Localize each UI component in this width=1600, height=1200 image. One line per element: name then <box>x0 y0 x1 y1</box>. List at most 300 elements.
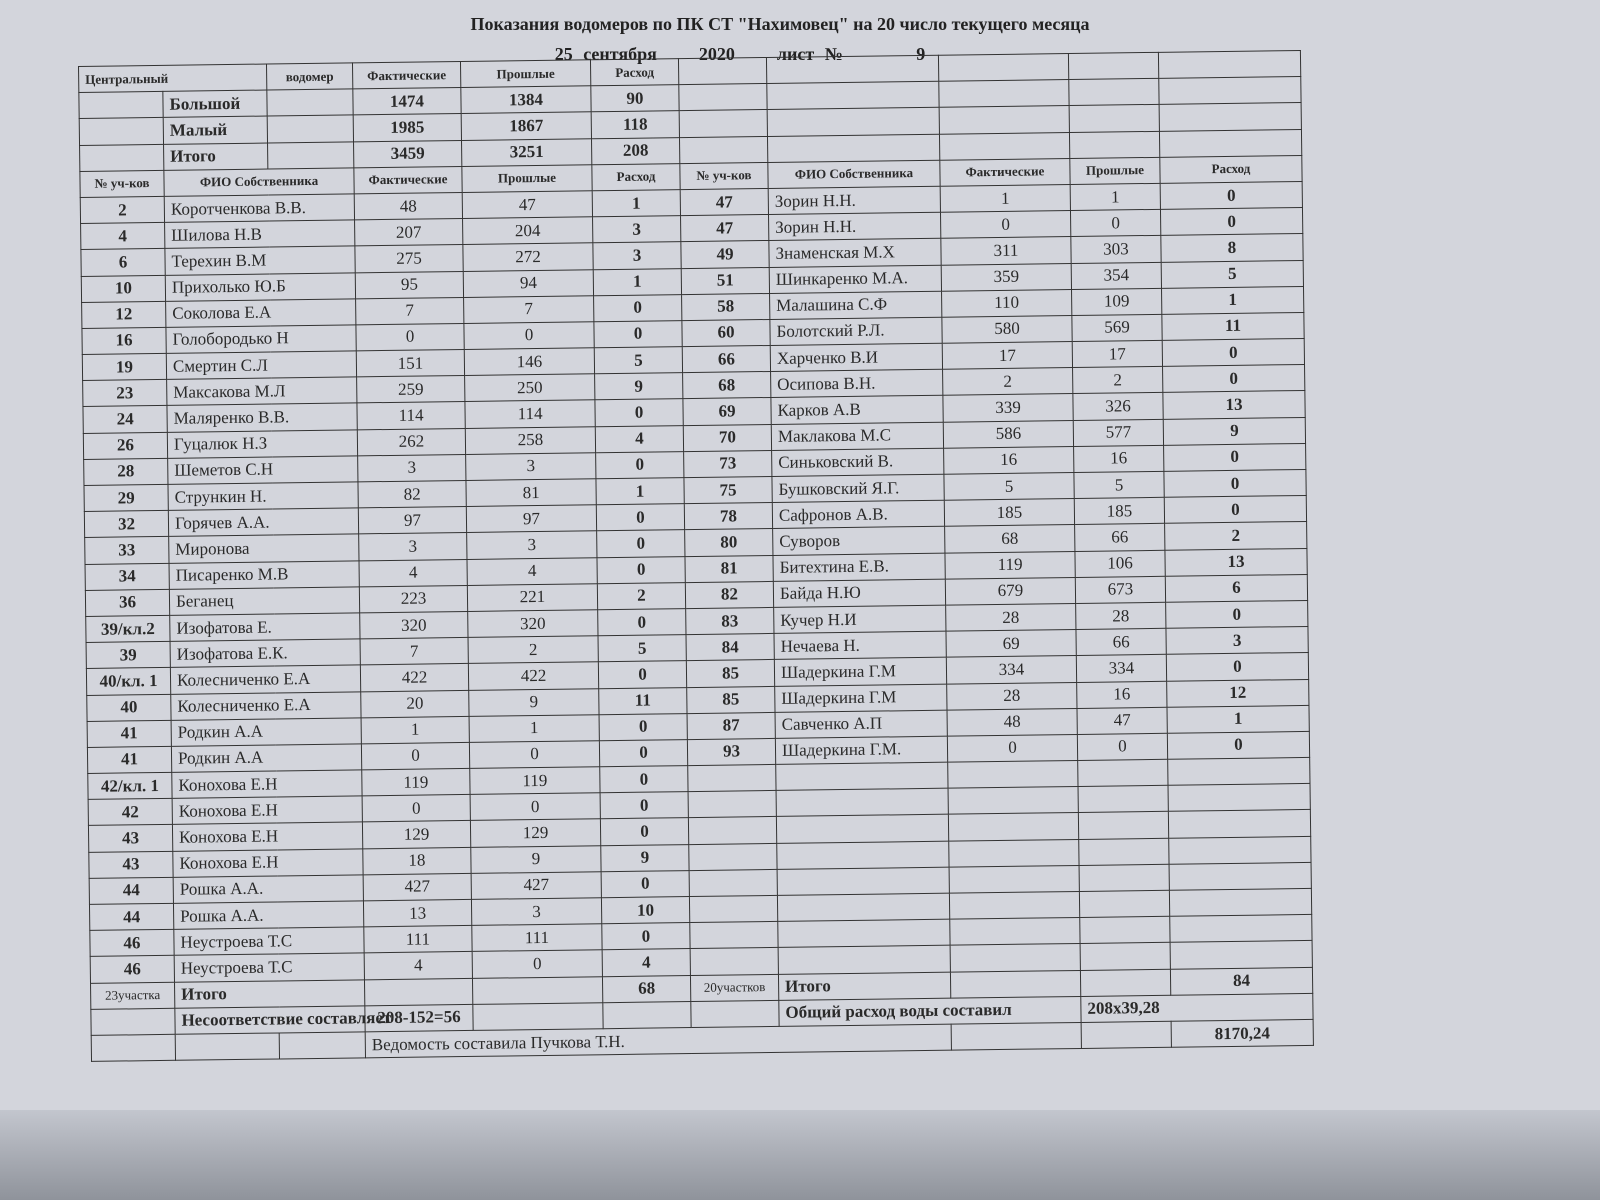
plot-number: 39 <box>86 641 170 668</box>
plot-number: 66 <box>682 346 770 373</box>
plot-number: 42 <box>88 799 172 826</box>
usage-value: 0 <box>601 870 689 897</box>
owner-header: ФИО Собственника <box>164 168 354 197</box>
owner-name: Бушковский Я.Г. <box>772 474 944 502</box>
usage-header: Расход <box>592 163 680 190</box>
actual-reading: 97 <box>358 507 466 535</box>
empty-cell <box>948 761 1078 789</box>
previous-reading: 94 <box>463 269 593 297</box>
previous-reading: 569 <box>1072 314 1162 341</box>
usage-value: 1 <box>1167 705 1309 733</box>
actual-reading: 334 <box>946 656 1076 684</box>
previous-reading: 0 <box>470 793 600 821</box>
previous-reading: 146 <box>464 348 594 376</box>
usage-value: 9 <box>601 844 689 871</box>
usage-value: 13 <box>1165 548 1307 576</box>
plot-number: 51 <box>681 267 769 294</box>
central-usage-header: Расход <box>590 59 678 86</box>
usage-value: 12 <box>1167 679 1309 707</box>
actual-reading: 82 <box>358 480 466 508</box>
actual-reading: 119 <box>945 551 1075 579</box>
previous-reading: 673 <box>1075 576 1165 603</box>
actual-reading: 580 <box>942 315 1072 343</box>
empty-cell <box>267 89 353 116</box>
empty-cell <box>678 57 766 84</box>
plot-number: 42/кл. 1 <box>88 772 172 799</box>
plot-number: 41 <box>87 720 171 747</box>
plot-number: 87 <box>687 712 775 739</box>
owner-name: Коротченкова В.В. <box>164 194 354 223</box>
owner-name: Суворов <box>773 527 945 555</box>
plot-number: 75 <box>684 476 772 503</box>
previous-reading: 106 <box>1075 550 1165 577</box>
empty-cell <box>79 92 163 119</box>
owner-name: Битехтина Е.В. <box>773 553 945 581</box>
plot-number: 36 <box>85 589 169 616</box>
empty-cell <box>1078 786 1168 813</box>
plot-number: 47 <box>680 188 768 215</box>
plot-number: 40/кл. 1 <box>86 668 170 695</box>
central-row-actual: 1985 <box>353 114 461 142</box>
usage-value: 0 <box>1163 365 1305 393</box>
usage-value: 3 <box>593 242 681 269</box>
plot-number: 6 <box>81 249 165 276</box>
empty-cell <box>778 919 950 947</box>
owner-name: Неустроева Т.С <box>174 927 364 956</box>
actual-reading: 223 <box>359 585 467 613</box>
empty-cell <box>690 948 778 975</box>
empty-cell <box>1169 888 1311 916</box>
empty-cell <box>767 134 939 162</box>
actual-reading: 262 <box>357 428 465 456</box>
owner-name: Сафронов А.В. <box>772 500 944 528</box>
owner-name: Конохова Е.Н <box>172 796 362 825</box>
empty-cell <box>175 1033 279 1061</box>
empty-cell <box>690 922 778 949</box>
plot-number: 84 <box>686 634 774 661</box>
document-title: Показания водомеров по ПК СТ "Нахимовец" на 20 число текущего месяца <box>470 14 1090 34</box>
empty-cell <box>364 978 472 1006</box>
right-total-usage: 84 <box>1170 967 1312 995</box>
empty-cell <box>688 791 776 818</box>
usage-value: 0 <box>1167 731 1309 759</box>
previous-reading: 303 <box>1071 236 1161 263</box>
empty-cell <box>689 843 777 870</box>
owner-name: Зорин Н.Н. <box>768 186 940 214</box>
empty-cell <box>91 1008 175 1035</box>
empty-cell <box>777 841 949 869</box>
central-previous-header: Прошлые <box>460 60 590 88</box>
owner-name: Шадеркина Г.М <box>774 657 946 685</box>
usage-value: 0 <box>1160 208 1302 236</box>
empty-cell <box>778 946 950 974</box>
empty-cell <box>776 762 948 790</box>
usage-value: 0 <box>595 399 683 426</box>
plot-number: 60 <box>682 319 770 346</box>
previous-reading: 204 <box>463 217 593 245</box>
central-row-name: Большой <box>163 90 267 118</box>
owner-name: Беганец <box>169 587 359 616</box>
owner-name: Шилова Н.В <box>165 220 355 249</box>
usage-value: 0 <box>596 504 684 531</box>
empty-cell <box>1080 916 1170 943</box>
overall-amount: 8170,24 <box>1171 1019 1313 1047</box>
actual-reading: 7 <box>360 638 468 666</box>
empty-cell <box>1078 812 1168 839</box>
previous-reading: 3 <box>467 531 597 559</box>
empty-cell <box>949 839 1079 867</box>
owner-name: Нечаева Н. <box>774 631 946 659</box>
usage-value: 3 <box>1166 627 1308 655</box>
owner-name: Маклакова М.С <box>771 422 943 450</box>
actual-reading: 359 <box>941 263 1071 291</box>
plot-number: 34 <box>85 563 169 590</box>
previous-reading: 0 <box>469 741 599 769</box>
empty-cell <box>688 764 776 791</box>
central-row-usage: 118 <box>591 111 679 138</box>
central-row-usage: 208 <box>591 137 679 164</box>
previous-reading: 221 <box>467 583 597 611</box>
previous-reading: 326 <box>1073 393 1163 420</box>
usage-value: 0 <box>600 766 688 793</box>
actual-header: Фактические <box>940 158 1070 186</box>
empty-cell <box>1168 810 1310 838</box>
empty-cell <box>1069 79 1159 106</box>
owner-name: Знаменская М.Х <box>769 239 941 267</box>
actual-reading: 68 <box>945 525 1075 553</box>
owner-name: Писаренко М.В <box>169 560 359 589</box>
plot-number: 85 <box>686 660 774 687</box>
owner-name: Малашина С.Ф <box>770 291 942 319</box>
central-row-usage: 90 <box>591 85 679 112</box>
central-row-previous: 3251 <box>462 138 592 166</box>
report-year: 2020 <box>698 44 735 64</box>
owner-name: Байда Н.Ю <box>773 579 945 607</box>
plot-number: 43 <box>88 825 172 852</box>
usage-value: 0 <box>597 556 685 583</box>
central-row-actual: 1474 <box>353 88 461 116</box>
actual-reading: 185 <box>944 499 1074 527</box>
usage-value: 0 <box>1162 339 1304 367</box>
usage-value: 0 <box>599 713 687 740</box>
owner-name: Конохова Е.Н <box>173 848 363 877</box>
previous-reading: 258 <box>465 426 595 454</box>
empty-cell <box>1081 1021 1171 1048</box>
previous-reading: 0 <box>472 950 602 978</box>
usage-value: 11 <box>599 687 687 714</box>
usage-value: 1 <box>596 478 684 505</box>
mismatch-value: 208-152=56 <box>365 1004 473 1032</box>
plot-number: 82 <box>685 581 773 608</box>
usage-value: 0 <box>597 530 685 557</box>
usage-value: 0 <box>602 923 690 950</box>
usage-value: 0 <box>1164 469 1306 497</box>
usage-value: 4 <box>602 949 690 976</box>
usage-value: 1 <box>592 190 680 217</box>
actual-reading: 586 <box>943 420 1073 448</box>
owner-name: Карков А.В <box>771 396 943 424</box>
empty-cell <box>79 118 163 145</box>
actual-reading: 151 <box>356 350 464 378</box>
owner-name: Маляренко В.В. <box>167 403 357 432</box>
usage-value: 5 <box>598 635 686 662</box>
owner-name: Миронова <box>169 534 359 563</box>
usage-value: 2 <box>597 582 685 609</box>
usage-value: 0 <box>1160 181 1302 209</box>
plot-header: № уч-ков <box>80 170 164 197</box>
plot-number: 80 <box>685 529 773 556</box>
empty-cell <box>1069 105 1159 132</box>
actual-reading: 679 <box>945 577 1075 605</box>
empty-cell <box>1068 52 1158 79</box>
actual-reading: 4 <box>364 952 472 980</box>
plot-number: 16 <box>82 327 166 354</box>
empty-cell <box>1079 890 1169 917</box>
empty-cell <box>767 108 939 136</box>
previous-reading: 111 <box>472 924 602 952</box>
previous-reading: 16 <box>1074 445 1164 472</box>
mismatch-label: Несоответствие составляет <box>175 1006 365 1035</box>
previous-reading: 47 <box>1077 707 1167 734</box>
plot-number: 19 <box>82 353 166 380</box>
previous-reading: 7 <box>464 295 594 323</box>
plot-number: 28 <box>84 458 168 485</box>
usage-value: 0 <box>600 792 688 819</box>
previous-reading: 250 <box>465 374 595 402</box>
plot-number: 40 <box>87 694 171 721</box>
previous-reading: 9 <box>471 845 601 873</box>
empty-cell <box>1168 784 1310 812</box>
owner-name: Неустроева Т.С <box>174 953 364 982</box>
previous-reading: 16 <box>1077 681 1167 708</box>
meter-readings-sheet <box>78 50 1313 1062</box>
empty-cell <box>939 106 1069 134</box>
empty-cell <box>1080 969 1170 996</box>
empty-cell <box>603 1001 691 1028</box>
owner-name: Рошка А.А. <box>173 901 363 930</box>
actual-reading: 1 <box>940 184 1070 212</box>
previous-header: Прошлые <box>462 165 592 193</box>
empty-cell <box>949 865 1079 893</box>
previous-reading: 66 <box>1076 628 1166 655</box>
usage-value: 0 <box>1164 496 1306 524</box>
empty-cell <box>950 918 1080 946</box>
owner-name: Шинкаренко М.А. <box>769 265 941 293</box>
empty-cell <box>1078 759 1168 786</box>
owner-name: Зорин Н.Н. <box>769 212 941 240</box>
owner-name: Родкин А.А <box>171 718 361 747</box>
empty-cell <box>1079 838 1169 865</box>
previous-reading: 97 <box>466 505 596 533</box>
owner-name: Харченко В.И <box>770 343 942 371</box>
owner-name: Кучер Н.И <box>774 605 946 633</box>
previous-reading: 9 <box>469 688 599 716</box>
previous-reading: 4 <box>467 557 597 585</box>
sheet-label: лист № <box>776 44 843 64</box>
background-surface <box>0 1110 1600 1200</box>
plot-number: 23 <box>83 380 167 407</box>
previous-reading: 272 <box>463 243 593 271</box>
actual-reading: 48 <box>947 708 1077 736</box>
actual-reading: 0 <box>362 795 470 823</box>
actual-reading: 3 <box>359 533 467 561</box>
actual-reading: 0 <box>356 323 464 351</box>
empty-cell <box>1159 129 1301 157</box>
previous-reading: 17 <box>1072 340 1162 367</box>
empty-cell <box>950 970 1080 998</box>
previous-reading: 47 <box>462 191 592 219</box>
owner-name: Соколова Е.А <box>166 299 356 328</box>
previous-header: Прошлые <box>1070 157 1160 184</box>
actual-reading: 111 <box>364 926 472 954</box>
usage-value: 0 <box>1166 653 1308 681</box>
owner-name: Гуцалюк Н.З <box>167 430 357 459</box>
empty-cell <box>1069 131 1159 158</box>
usage-value: 5 <box>1161 260 1303 288</box>
usage-value: 0 <box>598 661 686 688</box>
actual-reading: 16 <box>944 446 1074 474</box>
right-plot-count: 20участков <box>690 974 778 1001</box>
left-plot-count: 23участка <box>91 982 175 1009</box>
actual-reading: 0 <box>947 734 1077 762</box>
actual-reading: 129 <box>362 821 470 849</box>
plot-number: 68 <box>683 372 771 399</box>
empty-cell <box>939 80 1069 108</box>
plot-number: 39/кл.2 <box>86 615 170 642</box>
usage-value: 11 <box>1162 312 1304 340</box>
empty-cell <box>691 1000 779 1027</box>
empty-cell <box>1170 915 1312 943</box>
actual-reading: 3 <box>358 454 466 482</box>
empty-cell <box>1080 943 1170 970</box>
plot-number: 24 <box>83 406 167 433</box>
plot-number: 4 <box>81 223 165 250</box>
usage-header: Расход <box>1160 155 1302 183</box>
actual-reading: 18 <box>363 847 471 875</box>
plot-number: 49 <box>681 241 769 268</box>
previous-reading: 5 <box>1074 471 1164 498</box>
plot-number: 41 <box>87 746 171 773</box>
previous-reading: 119 <box>470 767 600 795</box>
plot-number: 26 <box>83 432 167 459</box>
empty-cell <box>472 976 602 1004</box>
empty-cell <box>951 1022 1081 1050</box>
owner-name: Изофатова Е. <box>170 613 360 642</box>
usage-value: 10 <box>601 897 689 924</box>
usage-value: 8 <box>1161 234 1303 262</box>
empty-cell <box>776 815 948 843</box>
previous-reading: 81 <box>466 479 596 507</box>
empty-cell <box>1158 50 1300 78</box>
empty-cell <box>91 1034 175 1061</box>
left-total-label: Итого <box>174 979 364 1008</box>
plot-number: 46 <box>90 930 174 957</box>
plot-number: 70 <box>683 424 771 451</box>
plot-number: 43 <box>89 851 173 878</box>
previous-reading: 3 <box>466 453 596 481</box>
plot-number: 73 <box>684 450 772 477</box>
actual-reading: 311 <box>941 237 1071 265</box>
owner-name: Прихолько Ю.Б <box>165 272 355 301</box>
plot-number: 44 <box>89 877 173 904</box>
usage-value: 2 <box>1165 522 1307 550</box>
empty-cell <box>939 132 1069 160</box>
usage-value: 3 <box>593 216 681 243</box>
previous-reading: 66 <box>1075 524 1165 551</box>
actual-reading: 259 <box>357 376 465 404</box>
empty-cell <box>689 869 777 896</box>
actual-reading: 13 <box>363 899 471 927</box>
sheet-number: 9 <box>916 44 926 64</box>
previous-reading: 185 <box>1074 498 1164 525</box>
owner-header: ФИО Собственника <box>768 160 940 188</box>
owner-name: Савченко А.П <box>775 710 947 738</box>
central-row-name: Итого <box>164 143 268 171</box>
plot-number: 12 <box>82 301 166 328</box>
empty-cell <box>80 144 164 171</box>
owner-name: Родкин А.А <box>171 744 361 773</box>
owner-name: Изофатова Е.К. <box>170 639 360 668</box>
central-row-name: Малый <box>163 116 267 144</box>
actual-reading: 69 <box>946 630 1076 658</box>
usage-value: 13 <box>1163 391 1305 419</box>
usage-value: 5 <box>594 347 682 374</box>
actual-reading: 7 <box>356 297 464 325</box>
empty-cell <box>950 944 1080 972</box>
previous-reading: 0 <box>464 322 594 350</box>
owner-name: Максакова М.Л <box>167 377 357 406</box>
owner-name: Горячев А.А. <box>168 508 358 537</box>
plot-number: 33 <box>85 537 169 564</box>
previous-reading: 28 <box>1076 602 1166 629</box>
usage-value: 0 <box>1166 600 1308 628</box>
actual-reading: 110 <box>942 289 1072 317</box>
actual-reading: 95 <box>355 271 463 299</box>
owner-name: Смертин С.Л <box>166 351 356 380</box>
actual-reading: 48 <box>354 192 462 220</box>
empty-cell <box>1159 103 1301 131</box>
actual-reading: 0 <box>361 742 469 770</box>
empty-cell <box>938 54 1068 82</box>
previous-reading: 2 <box>468 636 598 664</box>
meter-label: водомер <box>266 63 352 90</box>
empty-cell <box>766 55 938 83</box>
previous-reading: 334 <box>1076 655 1166 682</box>
owner-name: Терехин В.М <box>165 246 355 275</box>
actual-reading: 1 <box>361 716 469 744</box>
empty-cell <box>1170 941 1312 969</box>
previous-reading: 3 <box>471 898 601 926</box>
actual-reading: 422 <box>360 664 468 692</box>
usage-value: 0 <box>600 818 688 845</box>
actual-reading: 28 <box>947 682 1077 710</box>
previous-reading: 1 <box>469 714 599 742</box>
actual-reading: 427 <box>363 873 471 901</box>
empty-cell <box>1159 77 1301 105</box>
central-actual-header: Фактические <box>352 61 460 89</box>
usage-value: 0 <box>1164 443 1306 471</box>
empty-cell <box>948 813 1078 841</box>
owner-name: Шеметов С.Н <box>168 456 358 485</box>
actual-reading: 28 <box>946 603 1076 631</box>
empty-cell <box>777 893 949 921</box>
empty-cell <box>679 110 767 137</box>
actual-reading: 275 <box>355 245 463 273</box>
previous-reading: 2 <box>1073 367 1163 394</box>
owner-name: Колесниченко Е.А <box>170 665 360 694</box>
actual-reading: 207 <box>355 219 463 247</box>
usage-value: 6 <box>1165 574 1307 602</box>
